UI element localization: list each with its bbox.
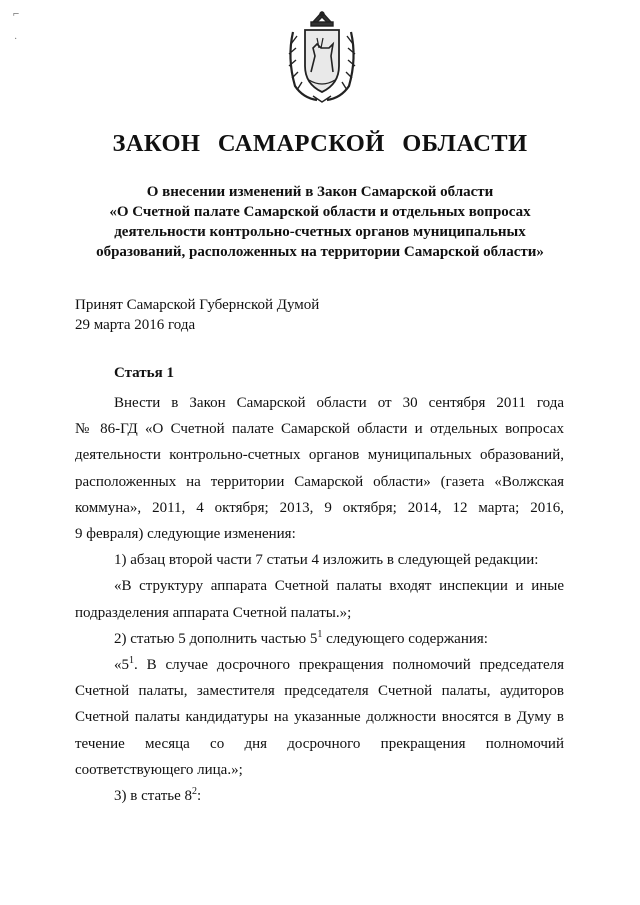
quote-2-superscript: 1 [129,655,134,667]
scan-corner-mark: ⌐ [13,8,20,20]
article-intro-line: расположенных на территории Самарской области» (газета «Волжская [75,473,564,490]
article-intro-line: Внести в Закон Самарской области от 30 сентября 2011 года [114,395,564,411]
subtitle-line: «О Счетной палате Самарской области и отдельных вопросах [109,204,531,220]
amendment-item-3 [75,783,564,809]
law-subtitle [70,182,570,262]
quote-2-line: течение месяца со дня досрочного прекращения полномочий [75,735,564,752]
article-intro-line: коммуна», 2011, 4 октября; 2013, 9 октября; 2014, 12 марта; 2016, [75,499,564,516]
adoption-body: Принят Самарской Губернской Думой [75,297,320,313]
article-intro-line: № 86-ГД «О Счетной палате Самарской области и отдельных вопросах [75,421,564,438]
quote-2-text: . В случае досрочного прекращения полномочий председателя [134,657,564,674]
article-intro-line: 9 февраля) следующие изменения: [75,526,296,543]
quote-2-line: Счетной палаты кандидатуры на указанные должности вносятся в Думу в [75,709,564,726]
quote-2-open: «5 [114,657,129,674]
item-2-text-end: следующего содержания: [322,630,488,647]
amendment-item-1: 1) абзац второй части 7 статьи 4 изложить в следующей редакции: [114,552,539,569]
article-heading: Статья 1 [114,365,174,381]
quote-2-line: соответствующего лица.»; [75,761,243,778]
item-2-superscript: 1 [317,628,323,640]
amendment-item-2 [75,626,564,652]
samara-coat-of-arms-emblem [283,8,361,104]
adoption-date: 29 марта 2016 года [75,317,196,333]
item-3-superscript: 2 [192,786,198,798]
item-3-text-end: : [197,788,202,805]
article-intro-line: деятельности контрольно-счетных органов муниципальных образований, [75,447,564,464]
subtitle-line: образований, расположенных на территории Самарской области» [96,244,544,260]
item-2-text: 2) статью 5 дополнить частью 5 [114,630,318,647]
quote-1-line: «В структуру аппарата Счетной палаты входят инспекции и иные [114,578,564,595]
subtitle-line: О внесении изменений в Закон Самарской области [146,184,494,200]
quote-2-line [75,652,564,678]
scan-side-mark: · [14,34,18,45]
law-title: ЗАКОН САМАРСКОЙ ОБЛАСТИ [112,130,528,157]
item-3-text: 3) в статье 8 [114,788,193,805]
article-body [75,390,564,809]
quote-2-line: Счетной палаты, заместителя председателя Счетной палаты, аудиторов [75,683,564,700]
quote-1-line: подразделения аппарата Счетной палаты.»; [75,604,352,621]
adoption-info [75,295,575,335]
subtitle-line: деятельности контрольно-счетных органов муниципальных [114,224,526,240]
